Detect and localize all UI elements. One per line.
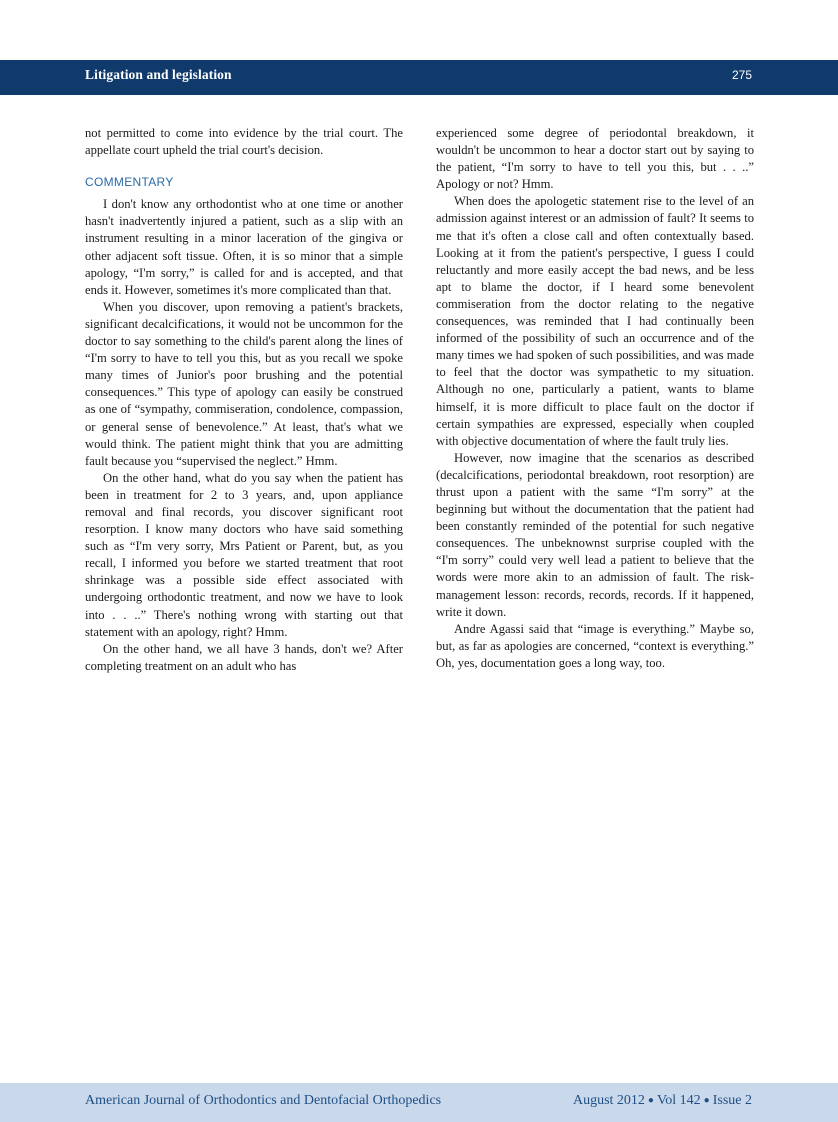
- body-paragraph: Andre Agassi said that “image is everything.” Maybe so, but, as far as apologies are concerned, “context is everything.” Oh, yes, documentation goes a long way, too.: [436, 621, 754, 670]
- issue-volume: Vol 142: [656, 1093, 701, 1108]
- body-paragraph: When you discover, upon removing a patient's brackets, significant decalcifications, it would not be uncommon for the doctor to say something to the child's parent along the lines of “I'm sorry to have to tell you this, but as you recall we spoke many times of Junior's poor brushing and the potential consequences.” This type of apology can easily be construed as one of “sympathy, commiseration, condolence, compassion, or general sense of benevolence.” At least, that's what we would think. The patient might think that you are admitting fault because you “supervised the neglect.” Hmm.: [85, 299, 403, 468]
- issue-info: [573, 1093, 752, 1109]
- section-heading-commentary: COMMENTARY: [85, 175, 174, 190]
- bullet-separator: ●: [703, 1095, 710, 1106]
- body-paragraph: When does the apologetic statement rise to the level of an admission against interest or an admission of fault? It seems to me that it's often a close call and often contextually based. Looking at it from the patient's perspective, I guess I could reluctantly and more easily accept the bad news, and be less apt to blame the doctor, if I heard some benevolent commiseration from the doctor relating to the negative consequences, was reminded that I had continually been informed of the possibility of such an occurrence and of the many times we had spoken of such possibilities, and was made to feel that the doctor was sympathetic to my situation. Although no one, particularly a patient, wants to blame himself, it is more difficult to place fault on the doctor if certain sympathies are expressed, especially when coupled with objective documentation of where the fault truly lies.: [436, 194, 754, 448]
- page-number: 275: [731, 68, 752, 82]
- left-column: [85, 125, 403, 675]
- right-column: [436, 125, 754, 672]
- running-footer: [0, 1083, 838, 1122]
- issue-date: August 2012: [572, 1093, 645, 1108]
- bullet-separator: ●: [647, 1095, 654, 1106]
- continuation-paragraph: experienced some degree of periodontal breakdown, it wouldn't be uncommon to hear a doctor start out by saying to the patient, “I'm sorry to have to tell you this, but . . ..” Apology or not? Hmm.: [436, 126, 754, 192]
- issue-number: Issue 2: [712, 1093, 752, 1108]
- journal-title: American Journal of Orthodontics and Dentofacial Orthopedics: [85, 1093, 442, 1108]
- section-title: Litigation and legislation: [85, 67, 232, 82]
- body-paragraph: On the other hand, what do you say when the patient has been in treatment for 2 to 3 years, and, upon appliance removal and final records, you discover significant root resorption. I know many doctors who have said something such as “I'm very sorry, Mrs Patient or Parent, but, as you recall, I informed you before we started treatment that root shrinkage was a possible side effect associated with undergoing orthodontic treatment, and now we have to look into . . ..” There's nothing wrong with starting out that statement with an apology, right? Hmm.: [85, 470, 403, 639]
- body-paragraph: However, now imagine that the scenarios as described (decalcifications, periodontal breakdown, root resorption) are thrust upon a patient with the same “I'm sorry” at the beginning but without the documentation that the patient had been constantly reminded of the potential for such negative consequences. The unbeknownst surprise coupled with the “I'm sorry” could very well lead a patient to believe that the words were more akin to an admission of fault. The risk-management lesson: records, records, records. If it happened, write it down.: [436, 450, 754, 619]
- intro-paragraph: not permitted to come into evidence by the trial court. The appellate court upheld the trial court's decision.: [85, 126, 403, 158]
- body-paragraph: I don't know any orthodontist who at one time or another hasn't inadvertently injured a patient, such as a slip with an instrument resulting in a minor laceration of the gingiva or other adjacent soft tissue. Often, it is so minor that a simple apology, “I'm sorry,” is called for and is accepted, and that ends it. However, sometimes it's more complicated than that.: [85, 197, 403, 297]
- running-header: [0, 60, 838, 95]
- body-paragraph: On the other hand, we all have 3 hands, don't we? After completing treatment on an adult who has: [85, 641, 403, 673]
